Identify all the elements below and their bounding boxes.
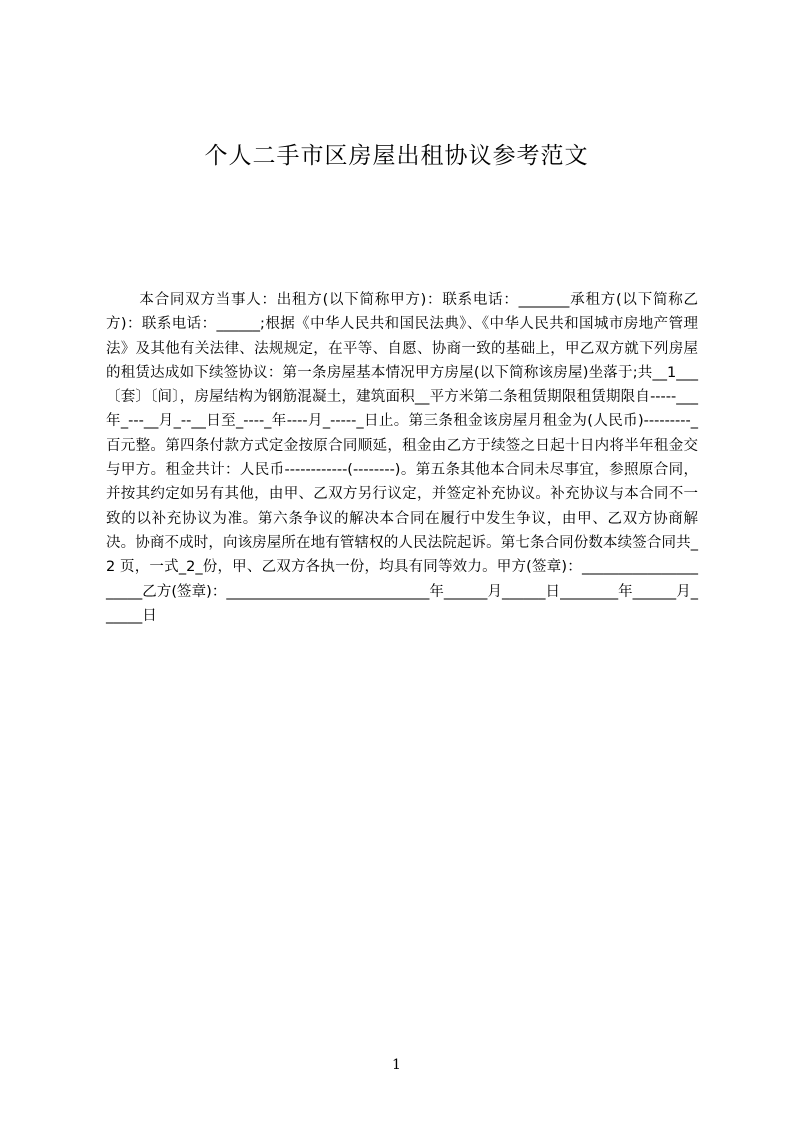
page-number: 1	[392, 1057, 401, 1073]
contract-body-paragraph: 本合同双方当事人：出租方(以下简称甲方)：联系电话：_______承租方(以下简称乙方)：联系电话：______;根据《中华人民共和国民法典》、《中华人民共和国城市房地产管理法》及其他有关法律、法规规定，在平等、自愿、协商一致的基础上，甲乙双方就下列房屋的租赁达成如下续签协议：第一条房屋基本情况甲方房屋(以下简称该房屋)坐落于;共__1___〔套〕〔间〕，房屋结构为钢筋混凝土，建筑面积__平方米第二条租赁期限租赁期限自-----___年_---__月_--__日至_----_年----月_-----_日止。第三条租金该房屋月租金为(人民币)---------_百元整。第四条付款方式定金按原合同顺延，租金由乙方于续签之日起十日内将半年租金交与甲方。租金共计：人民币------------(--------)。第五条其他本合同未尽事宜，参照原合同，并按其约定如另有其他，由甲、乙双方另行议定，并签定补充协议。补充协议与本合同不一致的以补充协议为准。第六条争议的解决本合同在履行中发生争议，由甲、乙双方协商解决。协商不成时，向该房屋所在地有管辖权的人民法院起诉。第七条合同份数本续签合同共_2 页，一式_2_份，甲、乙双方各执一份，均具有同等效力。甲方(签章)：_____________________乙方(签章)：____________________________年______月______日________年______月______日	[106, 292, 698, 624]
document-title: 个人二手市区房屋出租协议参考范文	[204, 143, 589, 169]
